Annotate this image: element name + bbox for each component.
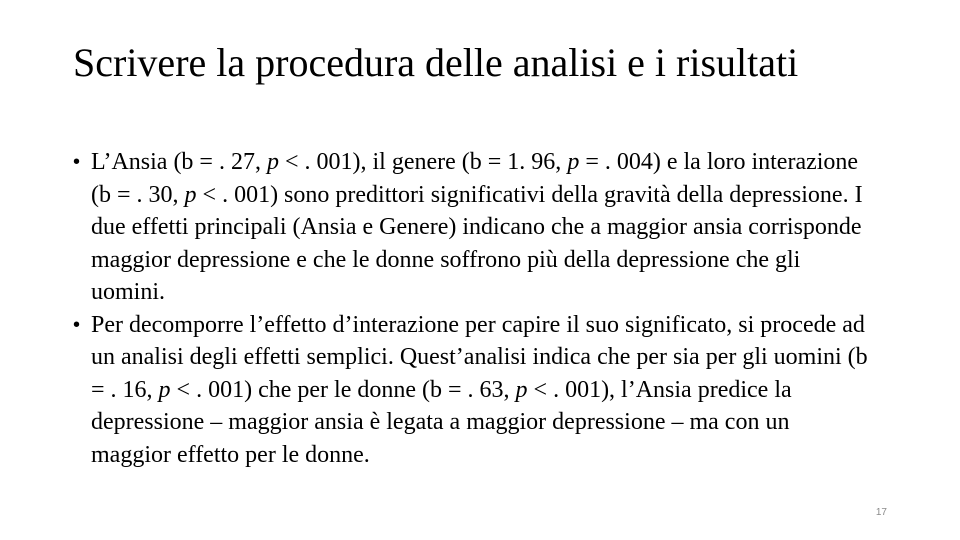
text-segment: L’Ansia (b = . 27, <box>91 149 267 175</box>
bullet-list <box>73 146 873 471</box>
text-segment: Per decomporre l’effetto d’interazione per capire il suo significato, si procede ad un analisi degli effetti semplici. Quest’analisi indica che per sia per gli uomini (b = . 16, <box>91 311 868 403</box>
bullet-item <box>73 146 873 309</box>
bullet-text <box>91 149 863 305</box>
bullet-text <box>91 312 868 468</box>
page-number: 17 <box>875 507 887 518</box>
text-segment: < . 001), il genere (b = 1. 96, <box>278 149 568 175</box>
italic-p: p <box>567 149 580 175</box>
italic-p: p <box>266 149 279 175</box>
slide-title: Scrivere la procedura delle analisi e i risultati <box>73 40 799 85</box>
text-segment: = . 004) e la loro interazione (b = . 30, <box>91 149 859 208</box>
italic-p: p <box>515 376 528 403</box>
italic-p: p <box>158 376 171 403</box>
bullet-icon: • <box>73 313 81 336</box>
text-segment: < . 001) che per le donne (b = . 63, <box>170 376 516 403</box>
text-segment: < . 001) sono predittori significativi della gravità della depressione. I due effetti principali (Ansia e Genere) indicano che a maggior ansia corrisponde maggior depressione e che le donne soffrono più della depressione che gli uomini. <box>91 181 863 305</box>
bullet-icon: • <box>73 151 81 173</box>
text-segment: < . 001), l’Ansia predice la depressione – maggior ansia è legata a maggior depressione – ma con un maggior effetto per le donne. <box>91 376 792 468</box>
bullet-item <box>73 309 873 472</box>
italic-p: p <box>184 181 197 208</box>
